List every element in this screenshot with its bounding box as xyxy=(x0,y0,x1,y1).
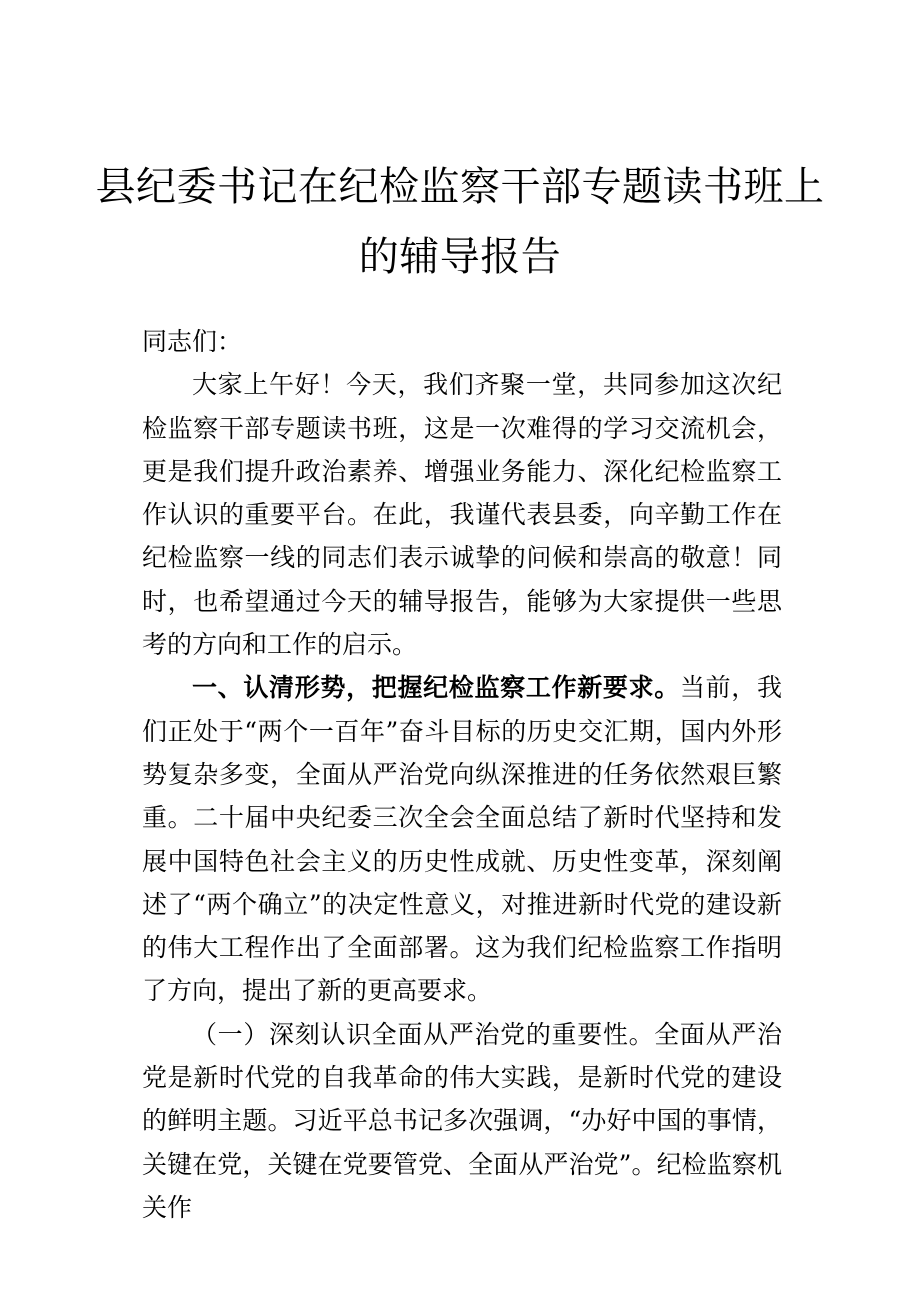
subsection-1-paragraph xyxy=(142,1013,782,1229)
section-1-heading: 一、认清形势，把握纪检监察工作新要求。 xyxy=(192,673,680,703)
subsection-1-heading: （一）深刻认识全面从严治党的重要性。 xyxy=(192,1019,655,1049)
title-line-1: 县纪委书记在纪检监察干部专题读书班上 xyxy=(95,164,825,210)
section-1-paragraph xyxy=(142,666,782,1012)
subsection-1-body: 全面从严治党是新时代党的自我革命的伟大实践，是新时代党的建设的鲜明主题。习近平总书记多次强调，“办好中国的事情，关键在党，关键在党要管党、全面从严治党”。纪检监察机关作 xyxy=(142,1019,782,1222)
document-title xyxy=(0,152,920,292)
salutation: 同志们： xyxy=(142,327,243,356)
section-1-body: 当前，我们正处于“两个一百年”奋斗目标的历史交汇期，国内外形势复杂多变，全面从严治党向纵深推进的任务依然艰巨繁重。二十届中央纪委三次全会全面总结了新时代坚持和发展中国特色社会主义的历史性成就、历史性变革，深刻阐述了“两个确立”的决定性意义，对推进新时代党的建设新的伟大工程作出了全面部署。这为我们纪检监察工作指明了方向，提出了新的更高要求。 xyxy=(142,673,782,1006)
document-body xyxy=(142,320,782,1229)
title-line-2: 的辅导报告 xyxy=(358,234,562,280)
opening-paragraph: 大家上午好！今天，我们齐聚一堂，共同参加这次纪检监察干部专题读书班，这是一次难得的学习交流机会，更是我们提升政治素养、增强业务能力、深化纪检监察工作认识的重要平台。在此，我谨代表县委，向辛勤工作在纪检监察一线的同志们表示诚挚的问候和崇高的敬意！同时，也希望通过今天的辅导报告，能够为大家提供一些思考的方向和工作的启示。 xyxy=(142,370,782,660)
